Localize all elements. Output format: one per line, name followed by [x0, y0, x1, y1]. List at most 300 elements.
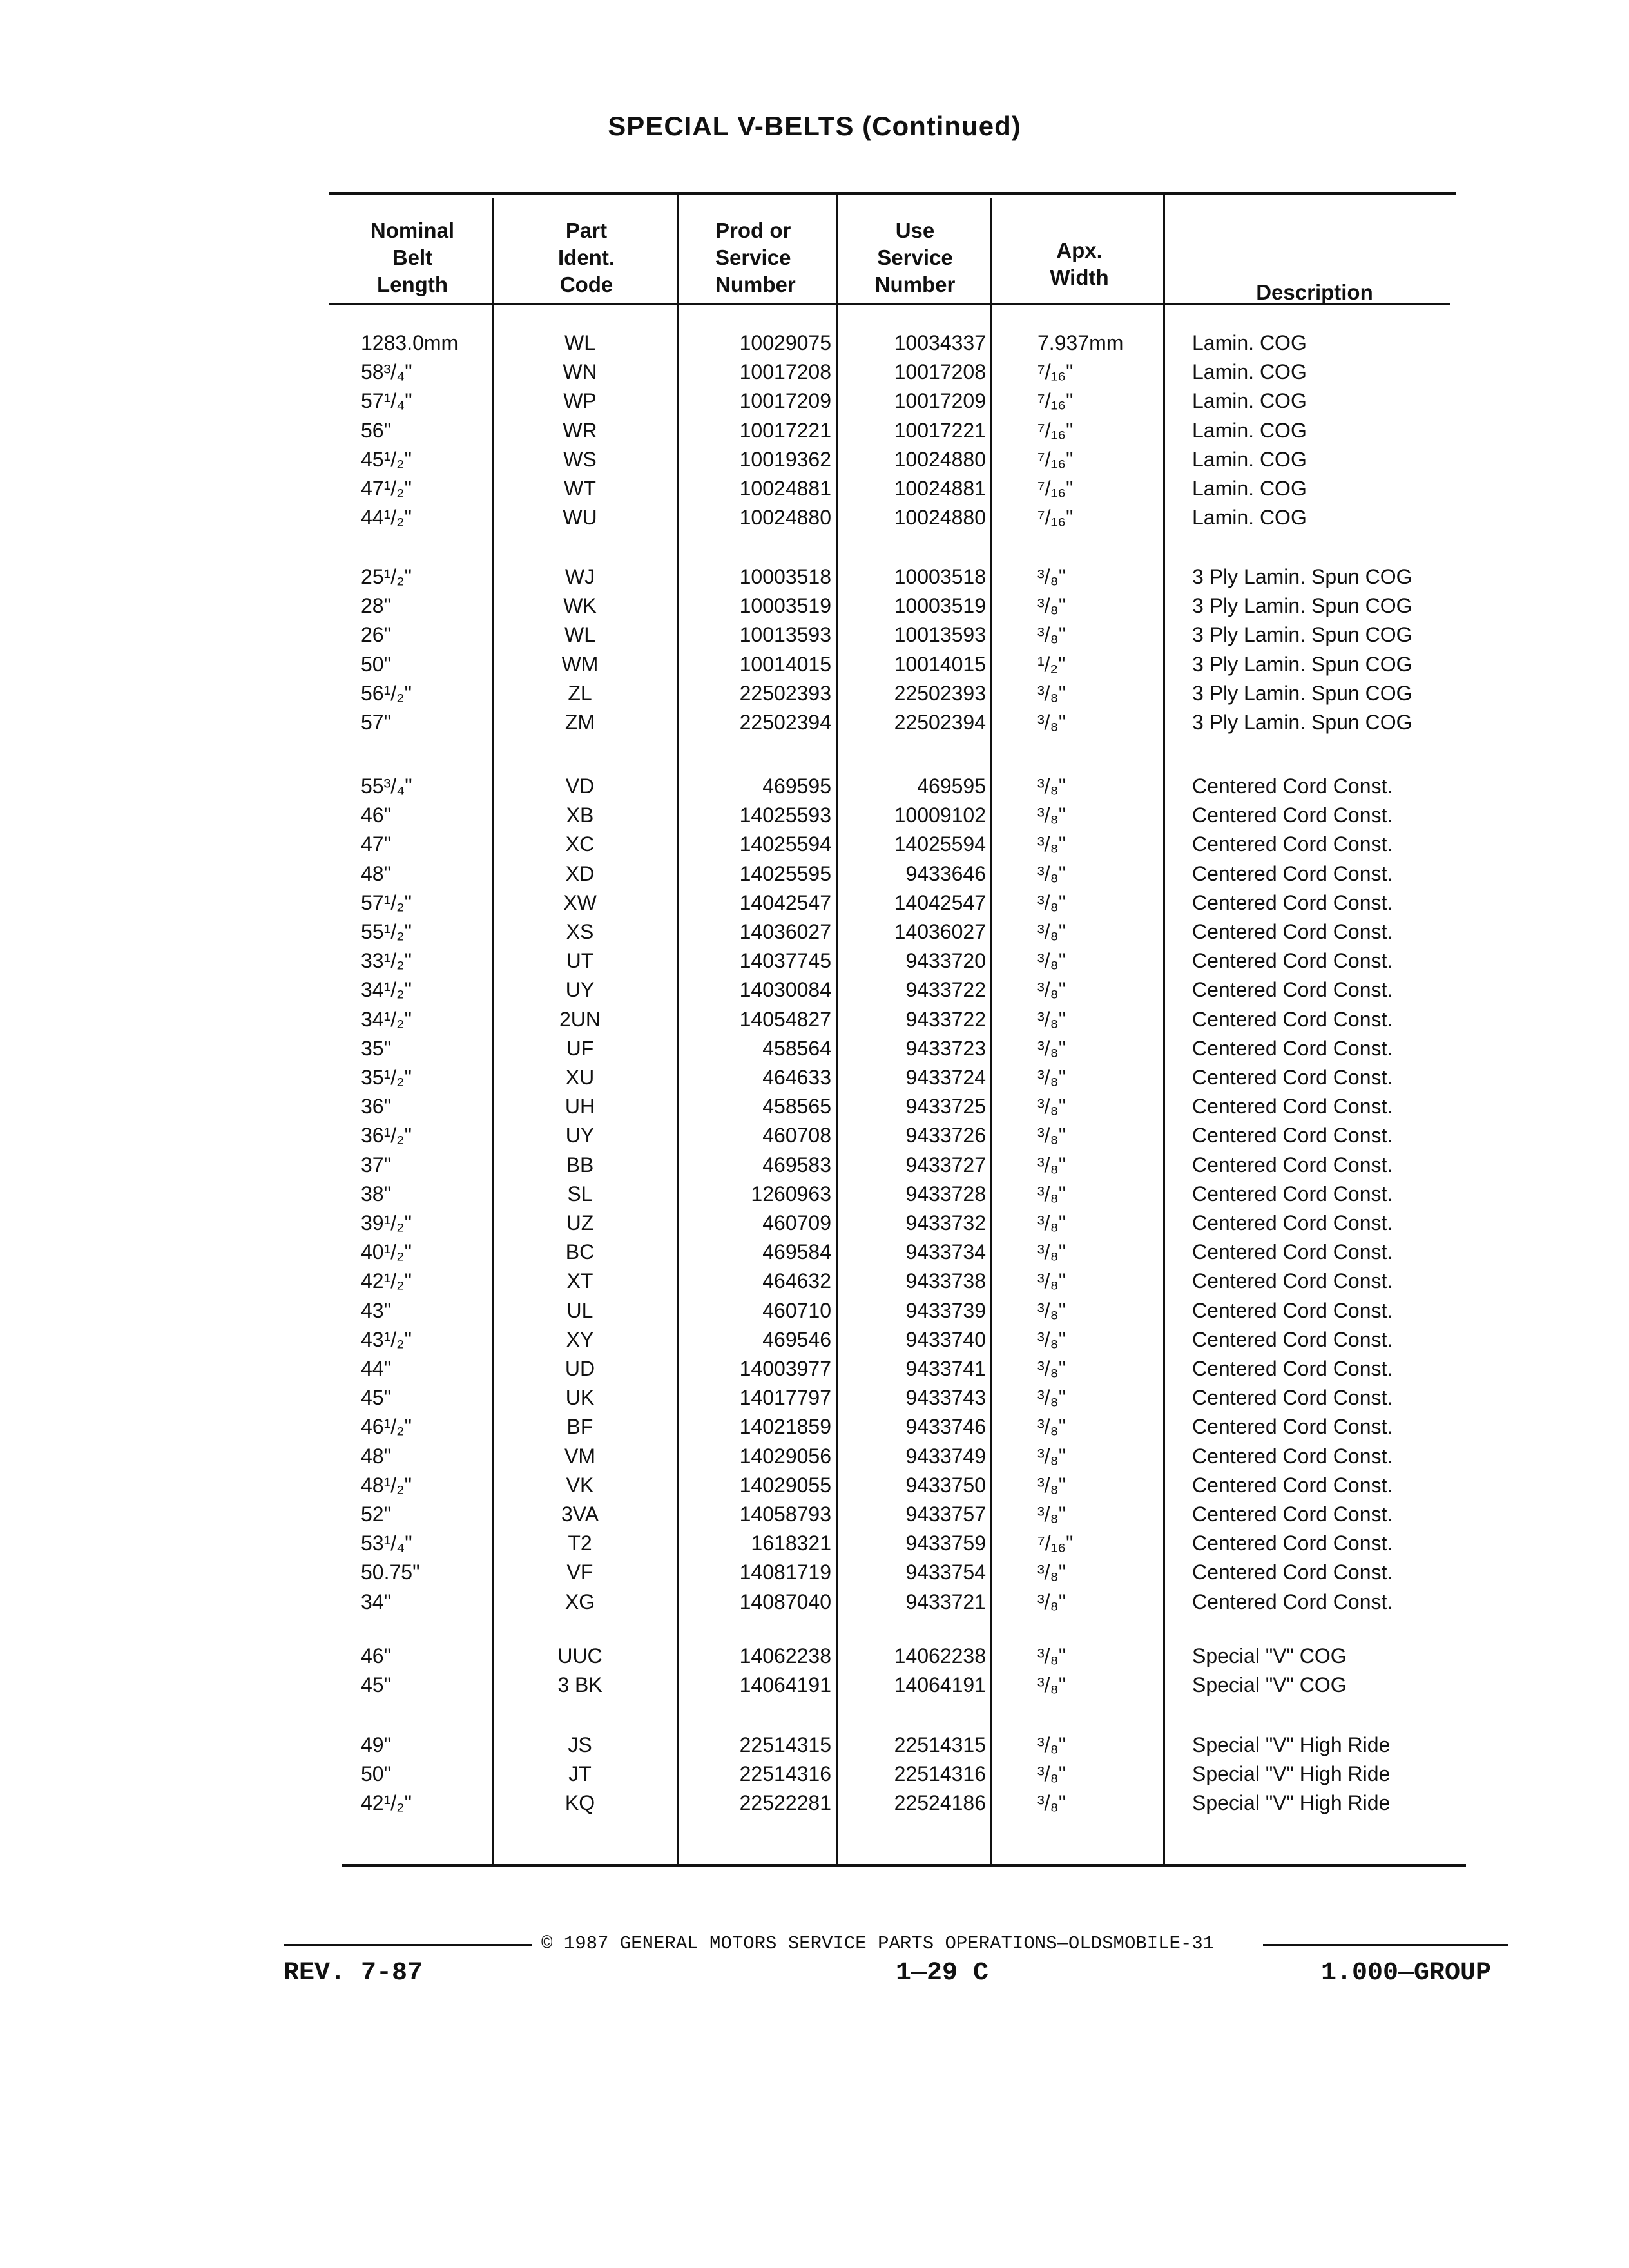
cell-belt-length: 55¹/₂" — [361, 920, 412, 943]
cell-part-code: ZL — [568, 682, 592, 705]
cell-part-code: UUC — [557, 1644, 602, 1667]
cell-prod-number: 1260963 — [751, 1182, 831, 1206]
column-divider-2 — [677, 193, 679, 1866]
cell-part-code: BC — [565, 1240, 595, 1264]
cell-description: Special "V" COG — [1192, 1673, 1347, 1696]
cell-prod-number: 460708 — [762, 1124, 831, 1147]
cell-belt-length: 38" — [361, 1182, 391, 1206]
cell-part-code: WM — [561, 653, 599, 676]
cell-prod-number: 22522281 — [739, 1791, 831, 1814]
cell-description: 3 Ply Lamin. Spun COG — [1192, 682, 1412, 705]
cell-use-number: 9433757 — [905, 1503, 986, 1526]
cell-belt-length: 35" — [361, 1037, 391, 1060]
cell-belt-length: 56¹/₂" — [361, 682, 412, 705]
cell-use-number: 14025594 — [894, 832, 986, 856]
cell-part-code: UL — [566, 1299, 593, 1322]
cell-prod-number: 14029056 — [739, 1445, 831, 1468]
cell-prod-number: 14025594 — [739, 832, 831, 856]
table-top-rule — [329, 192, 1456, 195]
cell-use-number: 10024880 — [894, 448, 986, 471]
cell-use-number: 22514316 — [894, 1762, 986, 1785]
cell-description: Centered Cord Const. — [1192, 1357, 1393, 1380]
group-label: 1.000—GROUP — [1321, 1959, 1492, 1988]
cell-prod-number: 22502393 — [739, 682, 831, 705]
cell-prod-number: 14030084 — [739, 978, 831, 1001]
cell-use-number: 10024880 — [894, 506, 986, 529]
cell-description: Centered Cord Const. — [1192, 774, 1393, 798]
cell-approx-width: ³/₈" — [1037, 862, 1066, 885]
revision-label: REV. 7-87 — [284, 1959, 423, 1988]
cell-use-number: 22502393 — [894, 682, 986, 705]
cell-approx-width: 7.937mm — [1037, 331, 1124, 354]
cell-prod-number: 14058793 — [739, 1503, 831, 1526]
cell-description: Lamin. COG — [1192, 477, 1307, 500]
cell-description: Special "V" High Ride — [1192, 1791, 1391, 1814]
cell-part-code: UY — [565, 1124, 595, 1147]
cell-part-code: UF — [566, 1037, 594, 1060]
cell-approx-width: ³/₈" — [1037, 1415, 1066, 1438]
cell-description: Centered Cord Const. — [1192, 1182, 1393, 1206]
cell-description: Centered Cord Const. — [1192, 832, 1393, 856]
cell-use-number: 10017208 — [894, 360, 986, 383]
cell-belt-length: 25¹/₂" — [361, 565, 412, 588]
cell-part-code: UZ — [566, 1211, 594, 1235]
cell-approx-width: ³/₈" — [1037, 1299, 1066, 1322]
cell-description: Centered Cord Const. — [1192, 949, 1393, 972]
cell-description: Centered Cord Const. — [1192, 1153, 1393, 1177]
cell-prod-number: 10017209 — [739, 389, 831, 412]
cell-prod-number: 14025595 — [739, 862, 831, 885]
cell-part-code: XY — [566, 1328, 594, 1351]
cell-approx-width: ³/₈" — [1037, 949, 1066, 972]
header-nominal-belt-length: Nominal Belt Length — [370, 218, 455, 296]
cell-part-code: WS — [563, 448, 597, 471]
cell-description: Centered Cord Const. — [1192, 1503, 1393, 1526]
cell-use-number: 9433739 — [905, 1299, 986, 1322]
cell-use-number: 9433720 — [905, 949, 986, 972]
cell-prod-number: 458564 — [762, 1037, 831, 1060]
cell-description: Lamin. COG — [1192, 419, 1307, 442]
cell-approx-width: ⁷/₁₆" — [1037, 389, 1074, 412]
cell-belt-length: 39¹/₂" — [361, 1211, 412, 1235]
page-title: SPECIAL V-BELTS (Continued) — [608, 111, 1021, 141]
cell-description: Centered Cord Const. — [1192, 1037, 1393, 1060]
cell-belt-length: 46" — [361, 803, 391, 827]
cell-approx-width: ⁷/₁₆" — [1037, 506, 1074, 529]
cell-use-number: 9433725 — [905, 1095, 986, 1118]
cell-belt-length: 53¹/₄" — [361, 1532, 412, 1555]
footer-rule-right — [1263, 1944, 1508, 1946]
cell-approx-width: ³/₈" — [1037, 803, 1066, 827]
cell-use-number: 10003519 — [894, 594, 986, 617]
cell-belt-length: 47" — [361, 832, 391, 856]
cell-prod-number: 22514315 — [739, 1733, 831, 1756]
cell-part-code: JT — [568, 1762, 592, 1785]
cell-description: 3 Ply Lamin. Spun COG — [1192, 565, 1412, 588]
header-prod-service-number: Prod or Service Number — [715, 218, 796, 296]
cell-prod-number: 22502394 — [739, 711, 831, 734]
cell-use-number: 9433728 — [905, 1182, 986, 1206]
cell-belt-length: 33¹/₂" — [361, 949, 412, 972]
cell-belt-length: 47¹/₂" — [361, 477, 412, 500]
cell-part-code: XS — [566, 920, 594, 943]
cell-description: Centered Cord Const. — [1192, 1590, 1393, 1613]
cell-use-number: 9433759 — [905, 1532, 986, 1555]
cell-use-number: 9433721 — [905, 1590, 986, 1613]
cell-description: Centered Cord Const. — [1192, 1386, 1393, 1409]
cell-prod-number: 14037745 — [739, 949, 831, 972]
cell-belt-length: 49" — [361, 1733, 391, 1756]
cell-part-code: WN — [563, 360, 597, 383]
cell-description: Centered Cord Const. — [1192, 891, 1393, 914]
cell-description: Special "V" High Ride — [1192, 1733, 1391, 1756]
cell-part-code: ZM — [564, 711, 595, 734]
cell-description: Centered Cord Const. — [1192, 1474, 1393, 1497]
cell-part-code: UK — [565, 1386, 595, 1409]
cell-use-number: 9433646 — [905, 862, 986, 885]
cell-prod-number: 10014015 — [739, 653, 831, 676]
cell-prod-number: 10019362 — [739, 448, 831, 471]
cell-prod-number: 1618321 — [751, 1532, 831, 1555]
cell-belt-length: 52" — [361, 1503, 391, 1526]
cell-prod-number: 14036027 — [739, 920, 831, 943]
cell-belt-length: 36" — [361, 1095, 391, 1118]
cell-belt-length: 57¹/₄" — [361, 389, 412, 412]
column-divider-1 — [492, 198, 494, 1866]
cell-prod-number: 10029075 — [739, 331, 831, 354]
cell-use-number: 9433741 — [905, 1357, 986, 1380]
cell-prod-number: 460710 — [762, 1299, 831, 1322]
cell-belt-length: 45" — [361, 1673, 391, 1696]
cell-part-code: VF — [566, 1561, 593, 1584]
cell-belt-length: 42¹/₂" — [361, 1269, 412, 1293]
cell-prod-number: 469583 — [762, 1153, 831, 1177]
cell-approx-width: ³/₈" — [1037, 1153, 1066, 1177]
cell-use-number: 10017221 — [894, 419, 986, 442]
cell-approx-width: ⁷/₁₆" — [1037, 1532, 1074, 1555]
cell-description: Centered Cord Const. — [1192, 1240, 1393, 1264]
cell-use-number: 9433750 — [905, 1474, 986, 1497]
cell-belt-length: 1283.0mm — [361, 331, 459, 354]
cell-use-number: 9433740 — [905, 1328, 986, 1351]
cell-approx-width: ³/₈" — [1037, 774, 1066, 798]
cell-prod-number: 464632 — [762, 1269, 831, 1293]
cell-part-code: WU — [563, 506, 597, 529]
cell-prod-number: 469595 — [762, 774, 831, 798]
cell-prod-number: 458565 — [762, 1095, 831, 1118]
cell-description: Centered Cord Const. — [1192, 1095, 1393, 1118]
cell-prod-number: 14029055 — [739, 1474, 831, 1497]
cell-use-number: 10034337 — [894, 331, 986, 354]
cell-prod-number: 10017208 — [739, 360, 831, 383]
cell-use-number: 10014015 — [894, 653, 986, 676]
cell-part-code: BF — [566, 1415, 593, 1438]
cell-approx-width: ³/₈" — [1037, 1328, 1066, 1351]
cell-prod-number: 10003518 — [739, 565, 831, 588]
cell-approx-width: ³/₈" — [1037, 1182, 1066, 1206]
cell-use-number: 14036027 — [894, 920, 986, 943]
cell-use-number: 9433754 — [905, 1561, 986, 1584]
cell-use-number: 10003518 — [894, 565, 986, 588]
cell-prod-number: 469584 — [762, 1240, 831, 1264]
cell-use-number: 9433732 — [905, 1211, 986, 1235]
cell-part-code: WJ — [564, 565, 595, 588]
cell-approx-width: ³/₈" — [1037, 1211, 1066, 1235]
cell-prod-number: 14054827 — [739, 1008, 831, 1031]
cell-part-code: WP — [563, 389, 597, 412]
cell-belt-length: 43" — [361, 1299, 391, 1322]
cell-belt-length: 34" — [361, 1590, 391, 1613]
cell-approx-width: ³/₈" — [1037, 1066, 1066, 1089]
cell-part-code: XG — [564, 1590, 595, 1613]
cell-prod-number: 469546 — [762, 1328, 831, 1351]
cell-part-code: 3VA — [561, 1503, 599, 1526]
cell-approx-width: ³/₈" — [1037, 1240, 1066, 1264]
cell-part-code: XU — [565, 1066, 595, 1089]
cell-prod-number: 14064191 — [739, 1673, 831, 1696]
cell-description: Special "V" High Ride — [1192, 1762, 1391, 1785]
cell-description: Centered Cord Const. — [1192, 1211, 1393, 1235]
cell-use-number: 9433734 — [905, 1240, 986, 1264]
cell-prod-number: 22514316 — [739, 1762, 831, 1785]
cell-approx-width: ³/₈" — [1037, 1503, 1066, 1526]
cell-use-number: 22502394 — [894, 711, 986, 734]
cell-belt-length: 57" — [361, 711, 391, 734]
cell-description: Centered Cord Const. — [1192, 1328, 1393, 1351]
cell-prod-number: 10013593 — [739, 623, 831, 646]
cell-approx-width: ³/₈" — [1037, 1733, 1066, 1756]
cell-description: Centered Cord Const. — [1192, 1124, 1393, 1147]
cell-belt-length: 48" — [361, 1445, 391, 1468]
cell-approx-width: ³/₈" — [1037, 1008, 1066, 1031]
table-bottom-rule — [342, 1864, 1466, 1867]
cell-part-code: XW — [563, 891, 597, 914]
cell-approx-width: ³/₈" — [1037, 1095, 1066, 1118]
header-use-service-number: Use Service Number — [874, 218, 956, 296]
cell-approx-width: ³/₈" — [1037, 1357, 1066, 1380]
cell-part-code: UH — [564, 1095, 595, 1118]
column-divider-3 — [836, 193, 838, 1866]
cell-description: Centered Cord Const. — [1192, 1269, 1393, 1293]
cell-description: Lamin. COG — [1192, 360, 1307, 383]
cell-use-number: 22514315 — [894, 1733, 986, 1756]
cell-approx-width: ³/₈" — [1037, 1386, 1066, 1409]
cell-approx-width: ³/₈" — [1037, 1561, 1066, 1584]
cell-approx-width: ³/₈" — [1037, 891, 1066, 914]
cell-approx-width: ⁷/₁₆" — [1037, 419, 1074, 442]
cell-belt-length: 46¹/₂" — [361, 1415, 412, 1438]
cell-part-code: WR — [563, 419, 597, 442]
cell-belt-length: 26" — [361, 623, 391, 646]
cell-part-code: XB — [566, 803, 594, 827]
cell-belt-length: 48¹/₂" — [361, 1474, 412, 1497]
cell-use-number: 10009102 — [894, 803, 986, 827]
copyright-line: © 1987 GENERAL MOTORS SERVICE PARTS OPERATIONS—OLDSMOBILE-31 — [541, 1933, 1215, 1954]
cell-use-number: 469595 — [917, 774, 986, 798]
cell-approx-width: ³/₈" — [1037, 1124, 1066, 1147]
cell-approx-width: ³/₈" — [1037, 1474, 1066, 1497]
cell-description: Lamin. COG — [1192, 331, 1307, 354]
cell-part-code: WL — [564, 331, 595, 354]
cell-part-code: BB — [566, 1153, 594, 1177]
cell-prod-number: 10024881 — [739, 477, 831, 500]
cell-approx-width: ³/₈" — [1037, 1037, 1066, 1060]
cell-belt-length: 55³/₄" — [361, 774, 412, 798]
cell-description: Centered Cord Const. — [1192, 1561, 1393, 1584]
cell-approx-width: ³/₈" — [1037, 682, 1066, 705]
cell-description: 3 Ply Lamin. Spun COG — [1192, 594, 1412, 617]
cell-belt-length: 44¹/₂" — [361, 506, 412, 529]
cell-description: 3 Ply Lamin. Spun COG — [1192, 711, 1412, 734]
cell-prod-number: 460709 — [762, 1211, 831, 1235]
cell-approx-width: ³/₈" — [1037, 978, 1066, 1001]
cell-part-code: XT — [566, 1269, 593, 1293]
cell-approx-width: ³/₈" — [1037, 1762, 1066, 1785]
cell-prod-number: 14021859 — [739, 1415, 831, 1438]
cell-part-code: XD — [565, 862, 595, 885]
cell-use-number: 9433722 — [905, 978, 986, 1001]
cell-prod-number: 14062238 — [739, 1644, 831, 1667]
cell-approx-width: ³/₈" — [1037, 565, 1066, 588]
cell-belt-length: 45" — [361, 1386, 391, 1409]
cell-belt-length: 42¹/₂" — [361, 1791, 412, 1814]
cell-prod-number: 10024880 — [739, 506, 831, 529]
cell-use-number: 14062238 — [894, 1644, 986, 1667]
cell-prod-number: 14042547 — [739, 891, 831, 914]
cell-use-number: 9433743 — [905, 1386, 986, 1409]
cell-part-code: UT — [566, 949, 594, 972]
cell-approx-width: ³/₈" — [1037, 1791, 1066, 1814]
cell-belt-length: 43¹/₂" — [361, 1328, 412, 1351]
cell-description: Centered Cord Const. — [1192, 920, 1393, 943]
cell-approx-width: ³/₈" — [1037, 1644, 1066, 1667]
cell-belt-length: 34¹/₂" — [361, 978, 412, 1001]
cell-part-code: WT — [564, 477, 596, 500]
cell-description: Special "V" COG — [1192, 1644, 1347, 1667]
cell-use-number: 9433723 — [905, 1037, 986, 1060]
cell-part-code: VD — [565, 774, 595, 798]
cell-prod-number: 464633 — [762, 1066, 831, 1089]
cell-belt-length: 46" — [361, 1644, 391, 1667]
cell-belt-length: 36¹/₂" — [361, 1124, 412, 1147]
cell-belt-length: 56" — [361, 419, 391, 442]
cell-belt-length: 40¹/₂" — [361, 1240, 412, 1264]
cell-approx-width: ³/₈" — [1037, 1269, 1066, 1293]
cell-use-number: 14064191 — [894, 1673, 986, 1696]
cell-belt-length: 28" — [361, 594, 391, 617]
cell-part-code: 2UN — [559, 1008, 601, 1031]
cell-description: Centered Cord Const. — [1192, 1415, 1393, 1438]
cell-use-number: 10024881 — [894, 477, 986, 500]
cell-belt-length: 45¹/₂" — [361, 448, 412, 471]
cell-use-number: 9433722 — [905, 1008, 986, 1031]
cell-description: Lamin. COG — [1192, 389, 1307, 412]
cell-use-number: 9433746 — [905, 1415, 986, 1438]
cell-belt-length: 48" — [361, 862, 391, 885]
cell-prod-number: 10017221 — [739, 419, 831, 442]
cell-approx-width: ¹/₂" — [1037, 653, 1066, 676]
cell-prod-number: 14025593 — [739, 803, 831, 827]
cell-part-code: UY — [565, 978, 595, 1001]
cell-description: Centered Cord Const. — [1192, 1299, 1393, 1322]
cell-approx-width: ³/₈" — [1037, 594, 1066, 617]
cell-part-code: WK — [563, 594, 597, 617]
cell-description: Centered Cord Const. — [1192, 1008, 1393, 1031]
cell-approx-width: ³/₈" — [1037, 920, 1066, 943]
cell-belt-length: 50" — [361, 653, 391, 676]
cell-use-number: 9433749 — [905, 1445, 986, 1468]
cell-part-code: WL — [564, 623, 595, 646]
cell-use-number: 14042547 — [894, 891, 986, 914]
cell-description: Centered Cord Const. — [1192, 1445, 1393, 1468]
cell-part-code: KQ — [564, 1791, 595, 1814]
cell-belt-length: 35¹/₂" — [361, 1066, 412, 1089]
cell-description: Centered Cord Const. — [1192, 1066, 1393, 1089]
cell-belt-length: 37" — [361, 1153, 391, 1177]
cell-part-code: T2 — [568, 1532, 592, 1555]
cell-approx-width: ³/₈" — [1037, 1673, 1066, 1696]
page-number: 1—29 C — [896, 1959, 989, 1988]
cell-belt-length: 58³/₄" — [361, 360, 412, 383]
cell-description: Lamin. COG — [1192, 506, 1307, 529]
cell-part-code: VK — [566, 1474, 594, 1497]
cell-belt-length: 57¹/₂" — [361, 891, 412, 914]
cell-part-code: XC — [565, 832, 595, 856]
cell-approx-width: ³/₈" — [1037, 623, 1066, 646]
cell-prod-number: 14003977 — [739, 1357, 831, 1380]
cell-use-number: 10017209 — [894, 389, 986, 412]
header-part-ident-code: Part Ident. Code — [558, 218, 615, 296]
cell-use-number: 9433726 — [905, 1124, 986, 1147]
cell-prod-number: 14081719 — [739, 1561, 831, 1584]
cell-belt-length: 50" — [361, 1762, 391, 1785]
cell-belt-length: 44" — [361, 1357, 391, 1380]
cell-approx-width: ³/₈" — [1037, 1445, 1066, 1468]
header-approx-width: Apx. Width — [1050, 238, 1109, 289]
cell-use-number: 10013593 — [894, 623, 986, 646]
column-divider-4 — [990, 198, 992, 1866]
cell-approx-width: ⁷/₁₆" — [1037, 477, 1074, 500]
cell-belt-length: 50.75" — [361, 1561, 420, 1584]
cell-prod-number: 14087040 — [739, 1590, 831, 1613]
cell-approx-width: ³/₈" — [1037, 1590, 1066, 1613]
cell-use-number: 9433738 — [905, 1269, 986, 1293]
cell-approx-width: ⁷/₁₆" — [1037, 360, 1074, 383]
cell-approx-width: ³/₈" — [1037, 832, 1066, 856]
cell-use-number: 22524186 — [894, 1791, 986, 1814]
cell-description: Centered Cord Const. — [1192, 978, 1393, 1001]
cell-approx-width: ³/₈" — [1037, 711, 1066, 734]
cell-part-code: SL — [567, 1182, 593, 1206]
cell-description: 3 Ply Lamin. Spun COG — [1192, 623, 1412, 646]
cell-part-code: UD — [564, 1357, 595, 1380]
cell-use-number: 9433727 — [905, 1153, 986, 1177]
cell-approx-width: ⁷/₁₆" — [1037, 448, 1074, 471]
cell-part-code: VM — [564, 1445, 595, 1468]
cell-description: Lamin. COG — [1192, 448, 1307, 471]
cell-description: Centered Cord Const. — [1192, 803, 1393, 827]
cell-part-code: JS — [568, 1733, 592, 1756]
cell-description: 3 Ply Lamin. Spun COG — [1192, 653, 1412, 676]
header-description: Description — [1256, 280, 1373, 304]
cell-prod-number: 10003519 — [739, 594, 831, 617]
cell-use-number: 9433724 — [905, 1066, 986, 1089]
cell-part-code: 3 BK — [557, 1673, 602, 1696]
cell-prod-number: 14017797 — [739, 1386, 831, 1409]
cell-description: Centered Cord Const. — [1192, 862, 1393, 885]
footer-rule-left — [284, 1944, 532, 1946]
cell-description: Centered Cord Const. — [1192, 1532, 1393, 1555]
